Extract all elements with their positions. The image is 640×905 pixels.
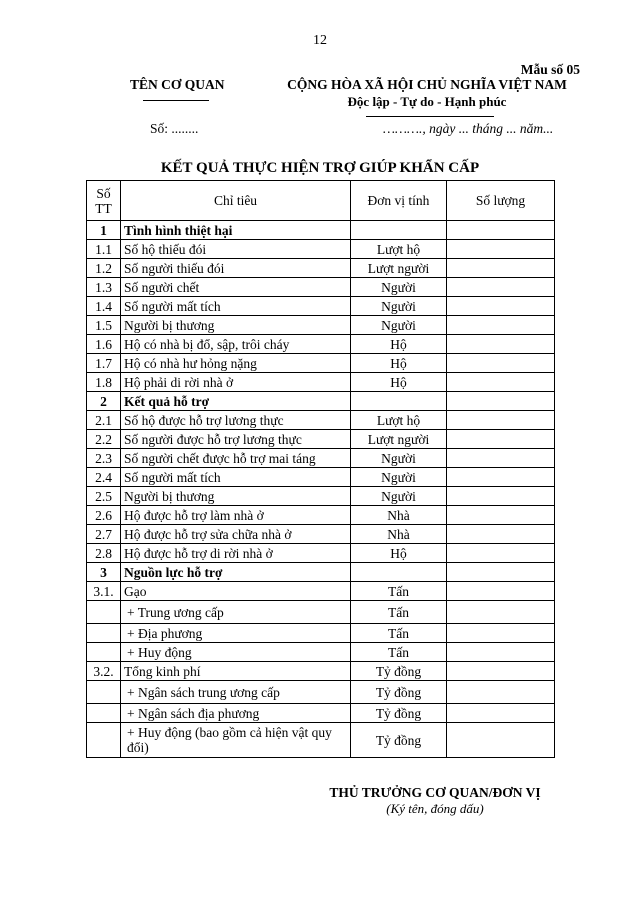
row-indicator: Số người thiếu đói [121, 259, 351, 278]
table-body [87, 221, 555, 758]
row-number: 1.2 [87, 259, 121, 278]
table-row [87, 681, 555, 704]
row-indicator: + Ngân sách trung ương cấp [121, 681, 351, 704]
row-number: 3.1. [87, 582, 121, 601]
table-row [87, 563, 555, 582]
table-row [87, 601, 555, 624]
row-quantity [447, 373, 555, 392]
row-quantity [447, 240, 555, 259]
row-indicator: + Trung ương cấp [121, 601, 351, 624]
row-number: 1.3 [87, 278, 121, 297]
report-table [86, 180, 555, 758]
header-quantity: Số lượng [447, 181, 555, 221]
table-row [87, 704, 555, 723]
row-number: 2.2 [87, 430, 121, 449]
row-quantity [447, 316, 555, 335]
table-row [87, 525, 555, 544]
signer-title: THỦ TRƯỞNG CƠ QUAN/ĐƠN VỊ [329, 785, 541, 800]
row-quantity [447, 335, 555, 354]
table-row [87, 449, 555, 468]
row-number: 1.6 [87, 335, 121, 354]
row-indicator: Hộ phải di rời nhà ở [121, 373, 351, 392]
table-row [87, 662, 555, 681]
row-number: 2.6 [87, 506, 121, 525]
table-row [87, 624, 555, 643]
row-unit: Tấn [351, 582, 447, 601]
row-number: 2.1 [87, 411, 121, 430]
row-unit: Lượt hộ [351, 411, 447, 430]
row-number: 2.4 [87, 468, 121, 487]
motto-underline [366, 116, 494, 117]
row-indicator: Số người chết được hỗ trợ mai táng [121, 449, 351, 468]
row-number: 2.3 [87, 449, 121, 468]
table-row [87, 544, 555, 563]
table-row [87, 259, 555, 278]
row-indicator: Tình hình thiệt hại [121, 221, 351, 240]
row-quantity [447, 704, 555, 723]
row-unit: Tấn [351, 601, 447, 624]
row-number: 1.7 [87, 354, 121, 373]
row-number: 3.2. [87, 662, 121, 681]
row-indicator: Người bị thương [121, 316, 351, 335]
report-title: KẾT QUẢ THỰC HIỆN TRỢ GIÚP KHẨN CẤP [160, 160, 480, 176]
row-unit: Hộ [351, 544, 447, 563]
table-row [87, 297, 555, 316]
table-row [87, 643, 555, 662]
table-row [87, 430, 555, 449]
row-number: 1.1 [87, 240, 121, 259]
table-row [87, 506, 555, 525]
row-indicator: Số người mất tích [121, 297, 351, 316]
row-quantity [447, 221, 555, 240]
row-unit: Tỷ đồng [351, 704, 447, 723]
row-unit: Người [351, 297, 447, 316]
table-row [87, 240, 555, 259]
table-row [87, 354, 555, 373]
row-quantity [447, 278, 555, 297]
row-unit: Hộ [351, 354, 447, 373]
date-line: ………., ngày ... tháng ... năm... [383, 121, 554, 136]
row-number: 2 [87, 392, 121, 411]
row-unit: Người [351, 468, 447, 487]
sign-note: (Ký tên, đóng dấu) [386, 801, 484, 816]
row-unit [351, 392, 447, 411]
row-indicator: Hộ được hỗ trợ làm nhà ở [121, 506, 351, 525]
header-stt: Số TT [87, 181, 121, 221]
motto: Độc lập - Tự do - Hạnh phúc [347, 94, 507, 109]
row-unit: Nhà [351, 525, 447, 544]
row-quantity [447, 430, 555, 449]
row-number [87, 681, 121, 704]
row-unit: Tấn [351, 624, 447, 643]
row-quantity [447, 681, 555, 704]
table-row [87, 392, 555, 411]
row-number: 1.5 [87, 316, 121, 335]
row-indicator: + Ngân sách địa phương [121, 704, 351, 723]
header-indicator: Chỉ tiêu [121, 181, 351, 221]
row-unit: Hộ [351, 373, 447, 392]
row-quantity [447, 487, 555, 506]
table-row [87, 582, 555, 601]
row-quantity [447, 354, 555, 373]
row-unit: Nhà [351, 506, 447, 525]
row-quantity [447, 643, 555, 662]
row-number [87, 704, 121, 723]
row-number [87, 643, 121, 662]
row-unit: Người [351, 278, 447, 297]
table-row [87, 316, 555, 335]
row-quantity [447, 506, 555, 525]
row-number [87, 723, 121, 758]
row-quantity [447, 525, 555, 544]
nation-title: CỘNG HÒA XÃ HỘI CHỦ NGHĨA VIỆT NAM [287, 77, 567, 92]
row-quantity [447, 601, 555, 624]
row-number [87, 601, 121, 624]
row-unit [351, 563, 447, 582]
row-indicator: Số hộ được hỗ trợ lương thực [121, 411, 351, 430]
row-indicator: Hộ có nhà bị đổ, sập, trôi cháy [121, 335, 351, 354]
row-quantity [447, 723, 555, 758]
row-quantity [447, 392, 555, 411]
table-row [87, 373, 555, 392]
table-row [87, 468, 555, 487]
row-unit: Người [351, 316, 447, 335]
table-row [87, 221, 555, 240]
row-unit: Lượt người [351, 259, 447, 278]
row-quantity [447, 297, 555, 316]
row-unit: Hộ [351, 335, 447, 354]
header-unit: Đơn vị tính [351, 181, 447, 221]
row-indicator: Hộ được hỗ trợ di rời nhà ở [121, 544, 351, 563]
row-indicator: Người bị thương [121, 487, 351, 506]
row-quantity [447, 259, 555, 278]
row-number: 1 [87, 221, 121, 240]
row-indicator: Hộ có nhà hư hỏng nặng [121, 354, 351, 373]
row-indicator: Số người được hỗ trợ lương thực [121, 430, 351, 449]
row-indicator: + Địa phương [121, 624, 351, 643]
row-quantity [447, 582, 555, 601]
row-unit: Người [351, 449, 447, 468]
row-quantity [447, 468, 555, 487]
row-unit: Tấn [351, 643, 447, 662]
row-indicator: Hộ được hỗ trợ sửa chữa nhà ở [121, 525, 351, 544]
row-indicator: Tổng kinh phí [121, 662, 351, 681]
row-indicator: Số người mất tích [121, 468, 351, 487]
row-quantity [447, 449, 555, 468]
row-unit [351, 221, 447, 240]
page-number: 12 [313, 33, 327, 48]
document-number: Số: ........ [150, 121, 199, 136]
row-indicator: Gạo [121, 582, 351, 601]
row-indicator: + Huy động (bao gồm cả hiện vật quy đổi) [121, 723, 351, 758]
row-number: 2.7 [87, 525, 121, 544]
table-row [87, 278, 555, 297]
row-number [87, 624, 121, 643]
row-unit: Lượt hộ [351, 240, 447, 259]
row-quantity [447, 411, 555, 430]
row-number: 3 [87, 563, 121, 582]
row-quantity [447, 544, 555, 563]
row-quantity [447, 624, 555, 643]
row-indicator: Số hộ thiếu đói [121, 240, 351, 259]
table-row [87, 411, 555, 430]
row-indicator: Nguồn lực hỗ trợ [121, 563, 351, 582]
row-indicator: + Huy động [121, 643, 351, 662]
form-number: Mẫu số 05 [520, 62, 580, 77]
table-row [87, 723, 555, 758]
row-number: 2.8 [87, 544, 121, 563]
row-number: 1.4 [87, 297, 121, 316]
row-quantity [447, 662, 555, 681]
row-unit: Lượt người [351, 430, 447, 449]
row-quantity [447, 563, 555, 582]
row-indicator: Số người chết [121, 278, 351, 297]
table-row [87, 487, 555, 506]
row-indicator: Kết quả hỗ trợ [121, 392, 351, 411]
row-number: 2.5 [87, 487, 121, 506]
row-unit: Người [351, 487, 447, 506]
row-unit: Tỷ đồng [351, 723, 447, 758]
row-unit: Tỷ đồng [351, 681, 447, 704]
table-row [87, 335, 555, 354]
agency-underline [143, 100, 209, 101]
row-unit: Tỷ đồng [351, 662, 447, 681]
agency-label: TÊN CƠ QUAN [130, 77, 225, 92]
row-number: 1.8 [87, 373, 121, 392]
